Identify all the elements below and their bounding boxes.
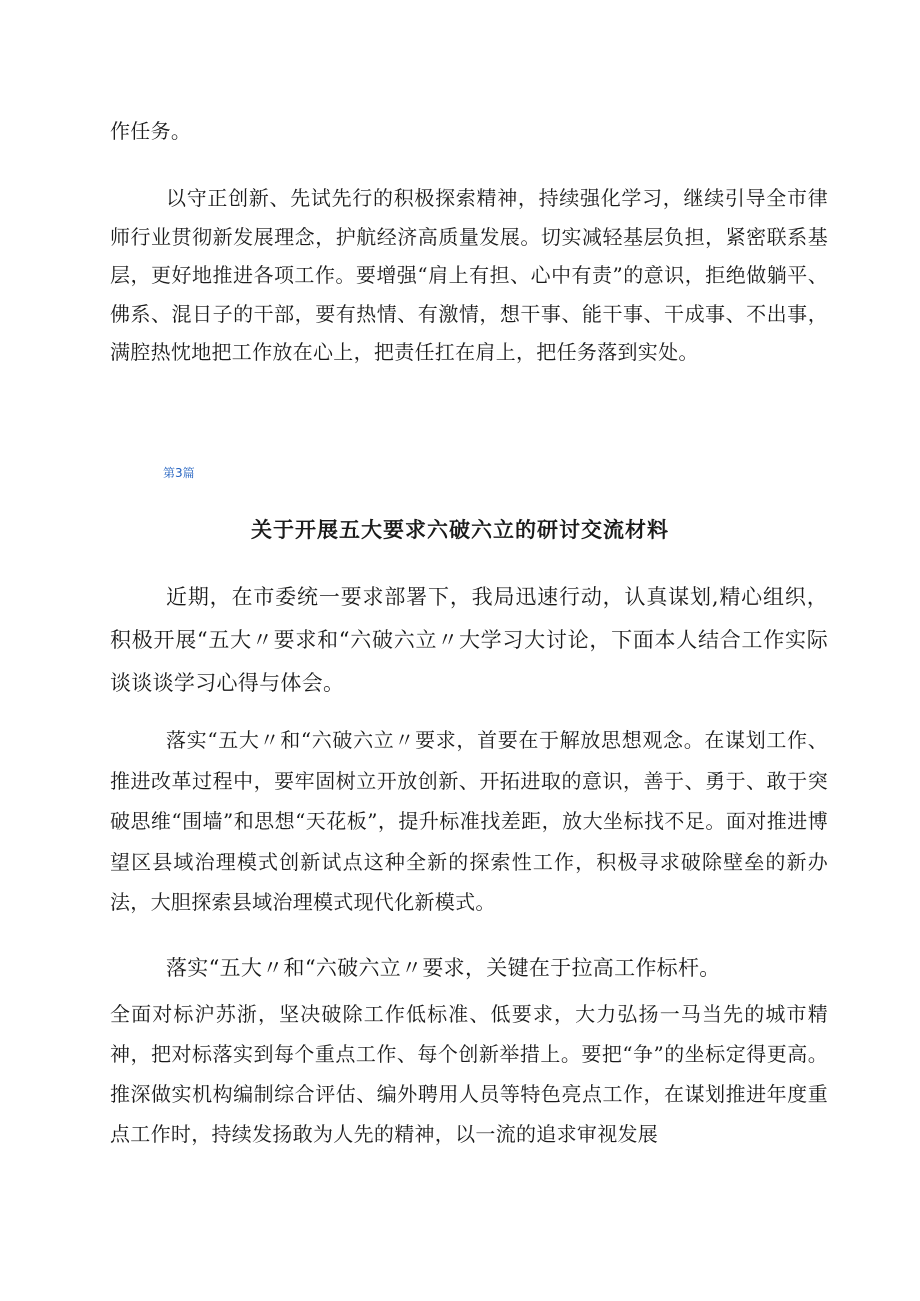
- body-paragraph-4-heading: 落实“五大〃和“六破六立〃要求，关键在于拉高工作标杆。: [166, 956, 721, 980]
- body-paragraph-2: 近期，在市委统一要求部署下，我局迅速行动，认真谋划,精心组织，积极开展“五大〃要求和“六破六立〃大学习大讨论，下面本人结合工作实际谈谈谈学习心得与体会。: [110, 585, 828, 695]
- body-paragraph-4: 全面对标沪苏浙，坚决破除工作低标准、低要求，大力弘扬一马当先的城市精神，把对标落实到每个重点工作、每个创新举措上。要把“争”的坐标定得更高。推深做实机构编制综合评估、编外聘用人员等特色亮点工作，在谋划推进年度重点工作时，持续发扬敢为人先的精神，以一流的追求审视发展: [110, 1002, 828, 1146]
- body-paragraph-3: 落实“五大〃和“六破六立〃要求，首要在于解放思想观念。在谋划工作、推进改革过程中，要牢固树立开放创新、开拓进取的意识，善于、勇于、敢于突破思维“围墙”和思想“天花板”，提升标准找差距，放大坐标找不足。面对推进博望区县域治理模式创新试点这种全新的探索性工作，积极寻求破除壁垒的新办法，大胆探索县域治理模式现代化新模式。: [110, 728, 828, 914]
- continuation-text: 作任务。: [110, 119, 192, 143]
- section-tag: 第3篇: [163, 466, 195, 480]
- document-title: 关于开展五大要求六破六立的研讨交流材料: [251, 517, 669, 542]
- body-paragraph-1: 以守正创新、先试先行的积极探索精神，持续强化学习，继续引导全市律师行业贯彻新发展理念，护航经济高质量发展。切实减轻基层负担，紧密联系基层，更好地推进各项工作。要增强“肩上有担、心中有责”的意识，拒绝做躺平、佛系、混日子的干部，要有热情、有激情，想干事、能干事、干成事、不出事，满腔热忱地把工作放在心上，把责任扛在肩上，把任务落到实处。: [110, 186, 828, 364]
